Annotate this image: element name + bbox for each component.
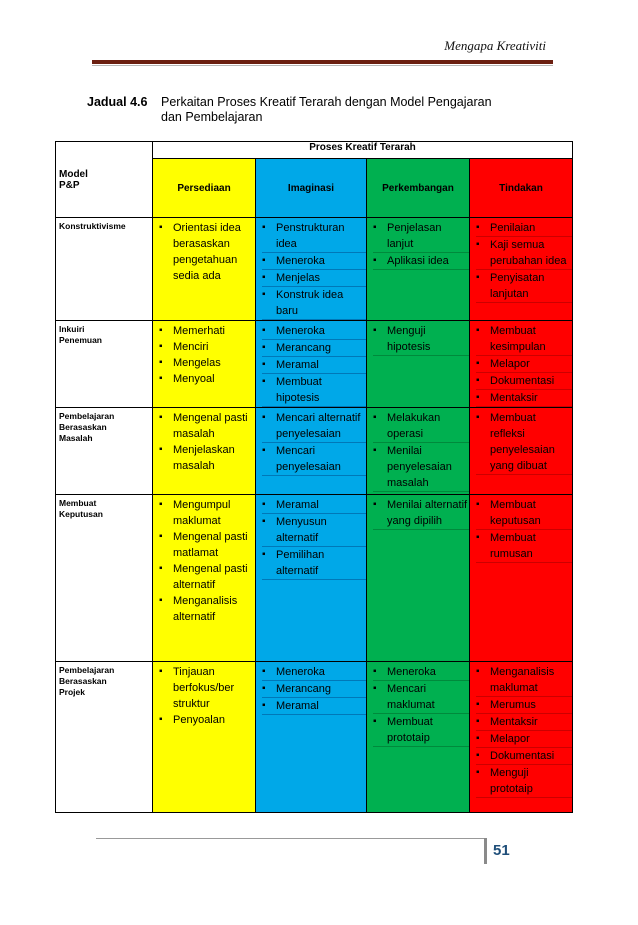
perkembangan-list xyxy=(367,664,469,747)
imaginasi-cell xyxy=(256,321,367,408)
footer-bar xyxy=(484,838,487,864)
bullet-item: ▪ Menyoal xyxy=(159,371,255,387)
tindakan-list xyxy=(470,664,572,798)
bullet-item: ▪ Mengumpul maklumat xyxy=(159,497,255,529)
bullet-item: ▪ Merancang xyxy=(262,340,366,357)
model-label: Penemuan xyxy=(59,335,102,345)
imaginasi-list xyxy=(256,497,366,580)
table-row xyxy=(56,662,573,813)
imaginasi-list xyxy=(256,220,366,320)
bullet-item: ▪ Mengenal pasti masalah xyxy=(159,410,255,442)
perkembangan-list xyxy=(367,497,469,530)
bullet-item: ▪ Menciri xyxy=(159,339,255,355)
bullet-item: ▪ Aplikasi idea xyxy=(373,253,469,270)
bullet-item: ▪ Melapor xyxy=(476,356,572,373)
persediaan-cell xyxy=(153,495,256,662)
col-header-persediaan: Persediaan xyxy=(153,159,256,218)
tindakan-cell xyxy=(470,321,573,408)
tindakan-cell xyxy=(470,218,573,321)
header-rule-thin xyxy=(92,65,553,66)
persediaan-list xyxy=(153,220,255,284)
model-cell xyxy=(56,408,153,495)
bullet-item: ▪ Penilaian xyxy=(476,220,572,237)
perkembangan-list xyxy=(367,410,469,492)
model-header-line2: P&P xyxy=(59,179,80,191)
model-label: Inkuiri xyxy=(59,324,85,334)
bullet-item: ▪ Konstruk idea baru xyxy=(262,287,366,320)
bullet-item: ▪ Mencari alternatif penyelesaian xyxy=(262,410,366,443)
perkembangan-cell xyxy=(367,218,470,321)
bullet-item: ▪ Meramal xyxy=(262,497,366,514)
bullet-item: ▪ Tinjauan berfokus/ber struktur xyxy=(159,664,255,712)
bullet-item: ▪ Meneroka xyxy=(262,664,366,681)
persediaan-cell xyxy=(153,408,256,495)
bullet-item: ▪ Menganalisis alternatif xyxy=(159,593,255,625)
persediaan-list xyxy=(153,497,255,625)
bullet-item: ▪ Melapor xyxy=(476,731,572,748)
bullet-item: ▪ Merancang xyxy=(262,681,366,698)
bullet-item: ▪ Mengenal pasti matlamat xyxy=(159,529,255,561)
bullet-item: ▪ Menganalisis maklumat xyxy=(476,664,572,697)
model-cell xyxy=(56,321,153,408)
model-header-line1: Model xyxy=(59,168,88,180)
model-label: Keputusan xyxy=(59,509,103,519)
bullet-item: ▪ Meramal xyxy=(262,357,366,374)
bullet-item: ▪ Membuat keputusan xyxy=(476,497,572,530)
bullet-item: ▪ Orientasi idea berasaskan pengetahuan sedia ada xyxy=(159,220,255,284)
bullet-item: ▪ Memerhati xyxy=(159,323,255,339)
persediaan-cell xyxy=(153,662,256,813)
bullet-item: ▪ Dokumentasi xyxy=(476,373,572,390)
bullet-item: ▪ Menjelas xyxy=(262,270,366,287)
bullet-item: ▪ Meneroka xyxy=(262,253,366,270)
model-label: Berasaskan xyxy=(59,422,107,432)
persediaan-cell xyxy=(153,218,256,321)
model-cell xyxy=(56,495,153,662)
imaginasi-cell xyxy=(256,662,367,813)
bullet-item: ▪ Menguji prototaip xyxy=(476,765,572,798)
process-model-table xyxy=(55,141,573,813)
tindakan-cell xyxy=(470,662,573,813)
perkembangan-cell xyxy=(367,408,470,495)
col-header-tindakan: Tindakan xyxy=(470,159,573,218)
imaginasi-list xyxy=(256,410,366,476)
bullet-item: ▪ Menguji hipotesis xyxy=(373,323,469,356)
perkembangan-cell xyxy=(367,321,470,408)
imaginasi-list xyxy=(256,323,366,407)
caption-line1: Perkaitan Proses Kreatif Terarah dengan Model Pengajaran xyxy=(161,95,492,109)
table-row xyxy=(56,495,573,662)
bullet-item: ▪ Membuat refleksi penyelesaian yang dibuat xyxy=(476,410,572,475)
table-caption xyxy=(87,95,492,125)
tindakan-list xyxy=(470,410,572,475)
tindakan-cell xyxy=(470,408,573,495)
bullet-item: ▪ Merumus xyxy=(476,697,572,714)
persediaan-list xyxy=(153,664,255,728)
bullet-item: ▪ Membuat rumusan xyxy=(476,530,572,563)
bullet-item: ▪ Penstrukturan idea xyxy=(262,220,366,253)
bullet-item: ▪ Pemilihan alternatif xyxy=(262,547,366,580)
perkembangan-list xyxy=(367,220,469,270)
bullet-item: ▪ Melakukan operasi xyxy=(373,410,469,443)
bullet-item: ▪ Menilai penyelesaian masalah xyxy=(373,443,469,492)
footer-rule xyxy=(96,838,484,839)
running-header: Mengapa Kreativiti xyxy=(444,38,546,53)
tindakan-cell xyxy=(470,495,573,662)
bullet-item: ▪ Membuat hipotesis xyxy=(262,374,366,407)
imaginasi-list xyxy=(256,664,366,715)
group-header: Proses Kreatif Terarah xyxy=(153,142,573,159)
persediaan-list xyxy=(153,410,255,474)
bullet-item: ▪ Penjelasan lanjut xyxy=(373,220,469,253)
page-number: 51 xyxy=(493,842,510,859)
header-rule xyxy=(92,60,553,64)
model-cell xyxy=(56,218,153,321)
model-label: Pembelajaran xyxy=(59,411,115,421)
col-header-imaginasi: Imaginasi xyxy=(256,159,367,218)
bullet-item: ▪ Meneroka xyxy=(373,664,469,681)
bullet-item: ▪ Penyisatan lanjutan xyxy=(476,270,572,303)
table-row xyxy=(56,321,573,408)
tindakan-list xyxy=(470,323,572,407)
tindakan-list xyxy=(470,497,572,563)
model-label: Membuat xyxy=(59,498,97,508)
model-cell xyxy=(56,662,153,813)
bullet-item: ▪ Menjelaskan masalah xyxy=(159,442,255,474)
bullet-item: ▪ Dokumentasi xyxy=(476,748,572,765)
bullet-item: ▪ Mengenal pasti alternatif xyxy=(159,561,255,593)
bullet-item: ▪ Mentaksir xyxy=(476,714,572,731)
tindakan-list xyxy=(470,220,572,303)
bullet-item: ▪ Mentaksir xyxy=(476,390,572,407)
perkembangan-cell xyxy=(367,662,470,813)
table-row xyxy=(56,408,573,495)
persediaan-list xyxy=(153,323,255,387)
model-label: Berasaskan xyxy=(59,676,107,686)
bullet-item: ▪ Membuat prototaip xyxy=(373,714,469,747)
col-header-perkembangan: Perkembangan xyxy=(367,159,470,218)
imaginasi-cell xyxy=(256,218,367,321)
caption-label: Jadual 4.6 xyxy=(87,95,148,109)
perkembangan-cell xyxy=(367,495,470,662)
bullet-item: ▪ Membuat kesimpulan xyxy=(476,323,572,356)
caption-line2: dan Pembelajaran xyxy=(161,110,263,124)
imaginasi-cell xyxy=(256,495,367,662)
bullet-item: ▪ Penyoalan xyxy=(159,712,255,728)
perkembangan-list xyxy=(367,323,469,356)
model-label: Projek xyxy=(59,687,85,697)
model-label: Pembelajaran xyxy=(59,665,115,675)
bullet-item: ▪ Menyusun alternatif xyxy=(262,514,366,547)
model-label: Konstruktivisme xyxy=(59,221,126,231)
bullet-item: ▪ Mengelas xyxy=(159,355,255,371)
bullet-item: ▪ Menilai alternatif yang dipilih xyxy=(373,497,469,530)
imaginasi-cell xyxy=(256,408,367,495)
bullet-item: ▪ Meramal xyxy=(262,698,366,715)
model-header xyxy=(56,142,153,218)
bullet-item: ▪ Mencari penyelesaian xyxy=(262,443,366,476)
persediaan-cell xyxy=(153,321,256,408)
bullet-item: ▪ Meneroka xyxy=(262,323,366,340)
bullet-item: ▪ Kaji semua perubahan idea xyxy=(476,237,572,270)
bullet-item: ▪ Mencari maklumat xyxy=(373,681,469,714)
model-label: Masalah xyxy=(59,433,93,443)
table-row xyxy=(56,218,573,321)
